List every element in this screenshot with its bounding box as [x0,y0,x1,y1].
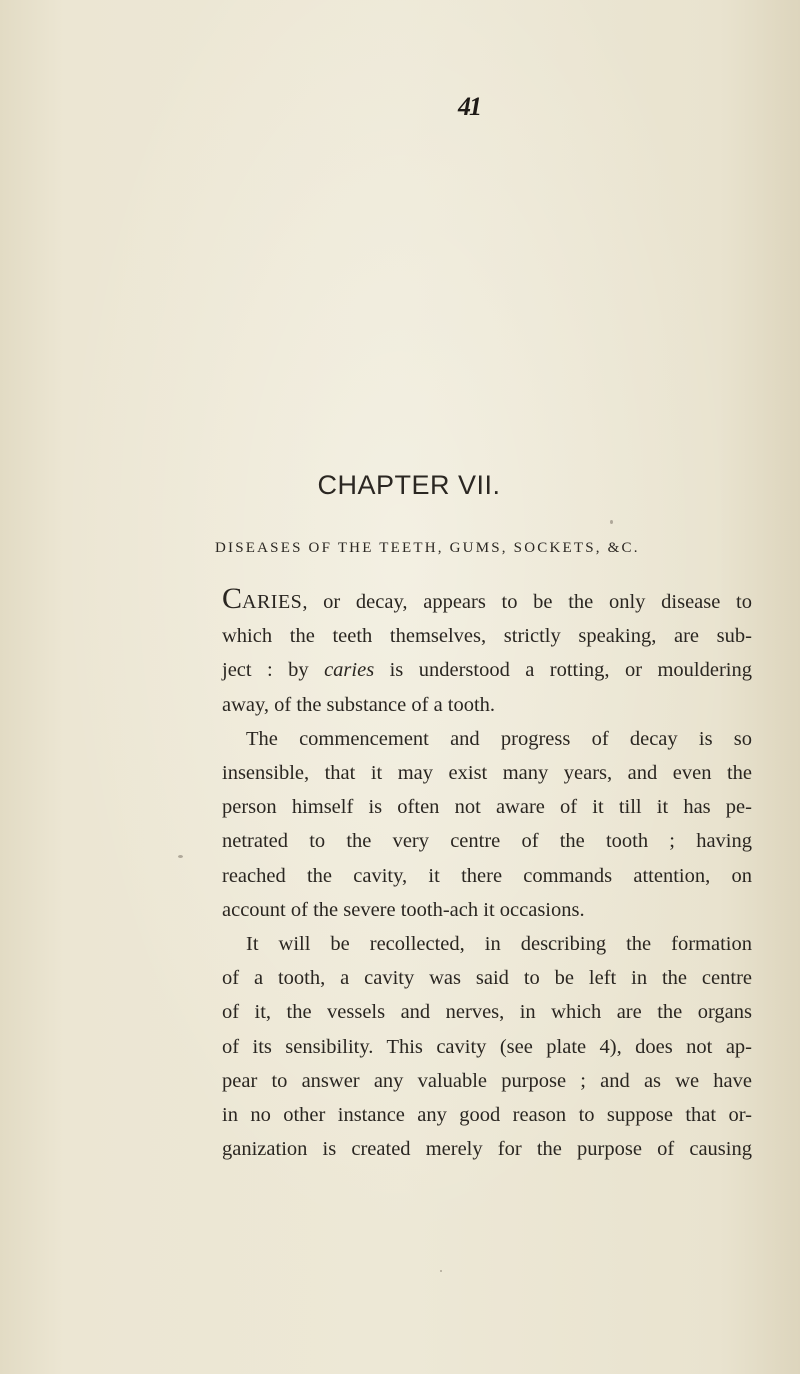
body-text [222,574,752,1166]
small-caps-word: ARIES [242,591,303,613]
text-line: insensible, that it may exist many years, and even the [222,762,752,785]
text-line: in no other instance any good reason to suppose that or- [222,1104,752,1127]
text-line: of its sensibility. This cavity (see plate 4), does not ap- [222,1035,752,1058]
text-line: It will be recollected, in describing the formation [246,933,752,956]
text-line: ject : by caries is understood a rotting, or mouldering [222,659,752,682]
drop-cap: C [222,582,243,615]
text-line: of a tooth, a cavity was said to be left in the centre [222,967,752,990]
text-line: pear to answer any valuable purpose ; and as we have [222,1069,752,1092]
paper-speck [440,1270,442,1272]
paragraph-1 [222,582,752,722]
chapter-title: CHAPTER VII. [317,470,501,500]
text-line: away, of the substance of a tooth. [222,693,496,716]
paper-speck [178,855,183,858]
text-line: of it, the vessels and nerves, in which are the organs [222,1001,752,1024]
chapter-subtitle: DISEASES OF THE TEETH, GUMS, SOCKETS, &C. [215,540,640,556]
text-line: account of the severe tooth-ach it occasions. [222,898,585,921]
text-line: CARIES, or decay, appears to be the only disease to [222,582,752,615]
paragraph-2 [222,722,752,927]
paragraph-3 [222,927,752,1166]
page-number: 41 [458,92,480,121]
text-line: ganization is created merely for the purpose of causing [222,1138,752,1161]
paper-speck [610,520,613,524]
text-line: reached the cavity, it there commands attention, on [222,864,752,887]
text-line: netrated to the very centre of the tooth ; having [222,830,752,853]
text-line: The commencement and progress of decay is so [246,727,752,750]
text-line: which the teeth themselves, strictly speaking, are sub- [222,625,752,648]
text-line: person himself is often not aware of it till it has pe- [222,796,752,819]
italic-term: caries [324,659,375,682]
